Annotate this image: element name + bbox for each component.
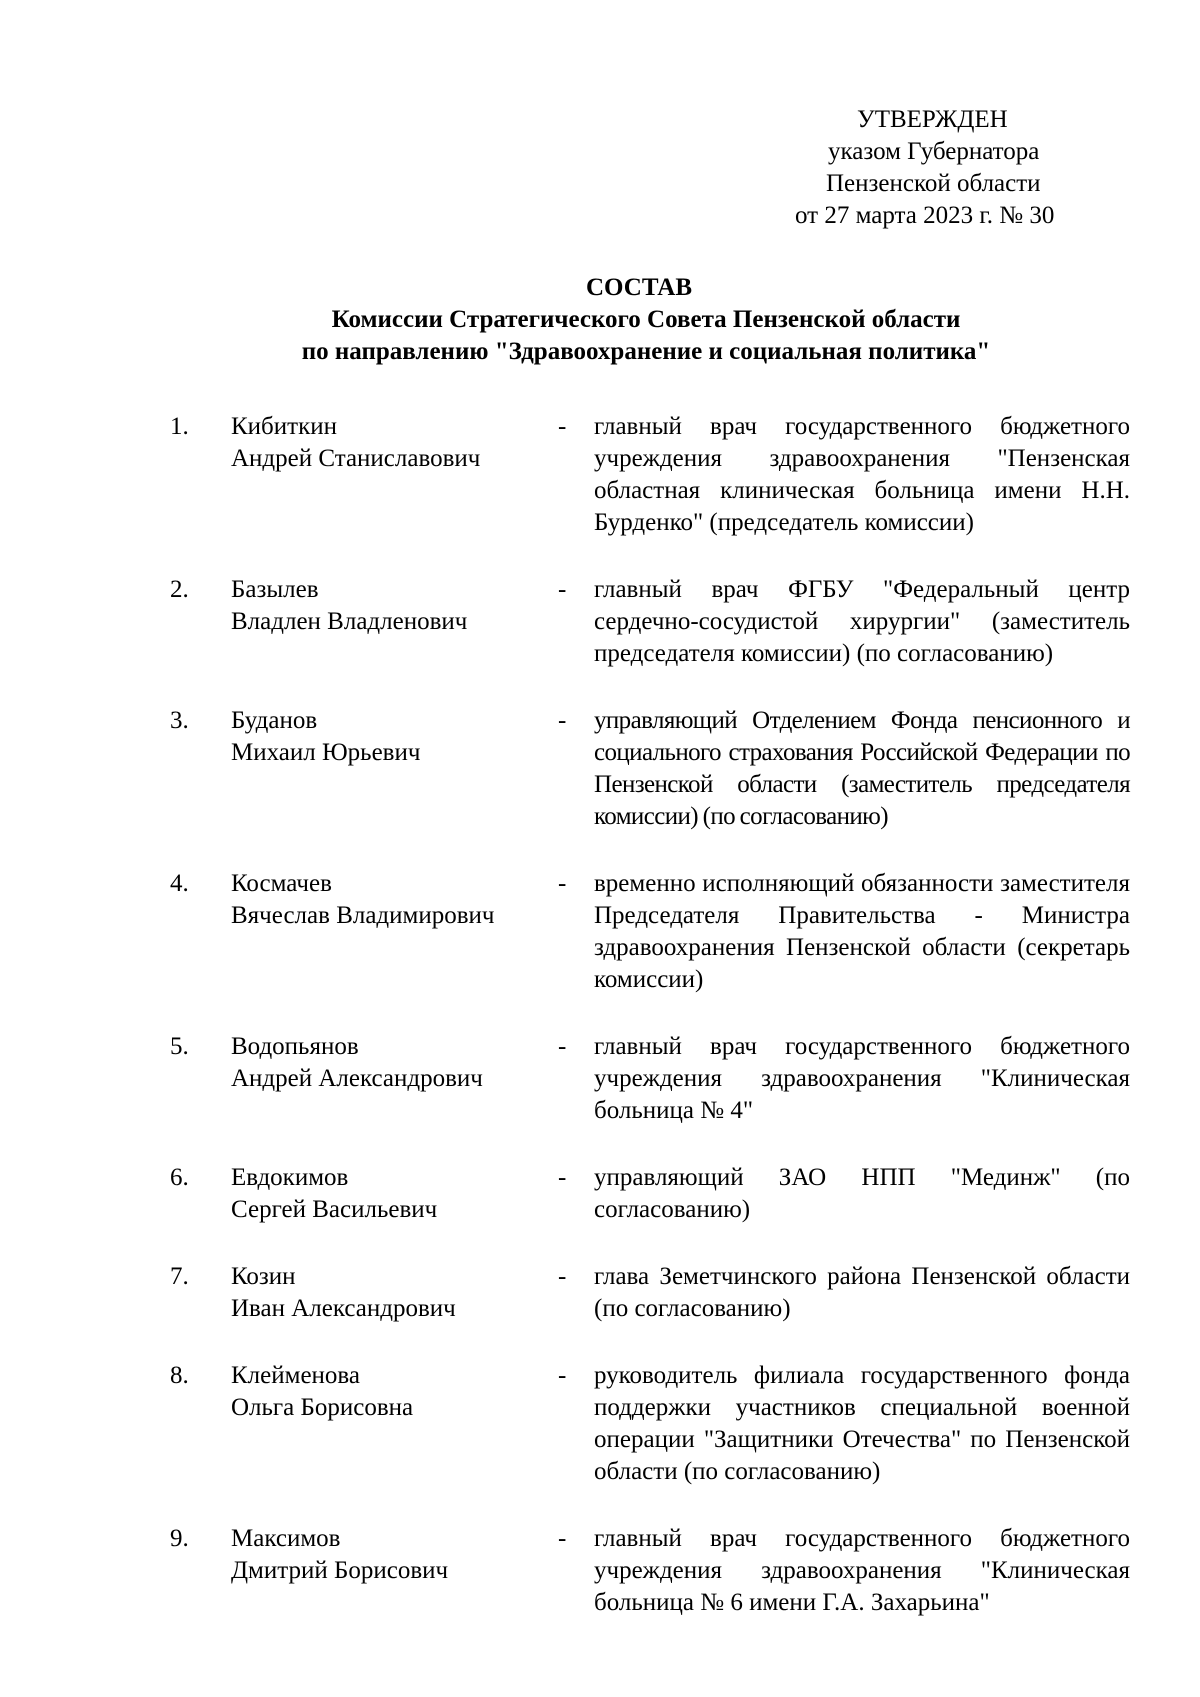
member-given-names: Дмитрий Борисович: [231, 1557, 449, 1584]
title-line-1: Комиссии Стратегического Совета Пензенской области: [331, 306, 961, 333]
member-position: управляющий ЗАО НПП "Мединж" (по согласованию): [594, 1164, 1130, 1223]
member-name: [231, 411, 551, 475]
member-item: [170, 1162, 1130, 1226]
member-item: [170, 1031, 1130, 1127]
approval-authority: указом Губернатора: [828, 138, 1040, 165]
members-list: [170, 411, 1130, 1619]
member-item: [170, 411, 1130, 539]
member-position: временно исполняющий обязанности заместителя Председателя Правительства - Министра здравоохранения Пензенской области (секретарь комиссии): [594, 870, 1130, 993]
member-position: главный врач государственного бюджетного учреждения здравоохранения "Клиническая больница № 6 имени Г.А. Захарьина": [594, 1525, 1130, 1616]
member-position: главный врач ФГБУ "Федеральный центр сердечно-сосудистой хирургии" (заместитель председателя комиссии) (по согласованию): [594, 576, 1130, 667]
member-surname: Максимов: [231, 1525, 341, 1552]
member-item: [170, 868, 1130, 996]
approval-title: УТВЕРЖДЕН: [857, 106, 1008, 133]
member-dash: -: [558, 1525, 567, 1552]
member-number: 2.: [170, 576, 189, 603]
member-number: 1.: [170, 413, 189, 440]
member-position: руководитель филиала государственного фонда поддержки участников специальной военной операции "Защитники Отечества" по Пензенской области (по согласованию): [594, 1362, 1130, 1485]
approval-stamp: [795, 104, 1095, 232]
member-name: [231, 1031, 551, 1095]
member-name: [231, 574, 551, 638]
member-number: 5.: [170, 1033, 189, 1060]
member-number: 4.: [170, 870, 189, 897]
member-surname: Базылев: [231, 576, 319, 603]
member-given-names: Сергей Васильевич: [231, 1196, 438, 1223]
member-surname: Космачев: [231, 870, 332, 897]
member-surname: Кибиткин: [231, 413, 337, 440]
member-item: [170, 705, 1130, 833]
member-number: 6.: [170, 1164, 189, 1191]
member-position: глава Земетчинского района Пензенской области (по согласованию): [594, 1263, 1130, 1322]
member-given-names: Андрей Станиславович: [231, 445, 481, 472]
member-number: 3.: [170, 707, 189, 734]
member-given-names: Андрей Александрович: [231, 1065, 483, 1092]
member-given-names: Иван Александрович: [231, 1295, 456, 1322]
title-heading: СОСТАВ: [585, 274, 693, 301]
member-name: [231, 705, 551, 769]
member-name: [231, 1261, 551, 1325]
approval-region: Пензенской области: [826, 170, 1041, 197]
member-position: главный врач государственного бюджетного учреждения здравоохранения "Пензенская областная клиническая больница имени Н.Н. Бурденко" (председатель комиссии): [594, 413, 1130, 536]
member-surname: Евдокимов: [231, 1164, 349, 1191]
member-dash: -: [558, 1362, 567, 1389]
member-name: [231, 1162, 551, 1226]
member-position: управляющий Отделением Фонда пенсионного и социального страхования Российской Федерации по Пензенской области (заместитель председателя комиссии) (по согласованию): [594, 707, 1130, 830]
member-dash: -: [558, 413, 567, 440]
approval-date-number: от 27 марта 2023 г. № 30: [795, 202, 1055, 229]
member-name: [231, 1360, 551, 1424]
member-item: [170, 1360, 1130, 1488]
member-given-names: Владлен Владленович: [231, 608, 468, 635]
document-title: [0, 272, 1200, 368]
member-item: [170, 574, 1130, 670]
title-line-2: по направлению "Здравоохранение и социальная политика": [301, 338, 991, 365]
member-given-names: Михаил Юрьевич: [231, 739, 421, 766]
member-dash: -: [558, 707, 567, 734]
member-dash: -: [558, 576, 567, 603]
member-dash: -: [558, 1033, 567, 1060]
member-number: 8.: [170, 1362, 189, 1389]
member-item: [170, 1261, 1130, 1325]
member-number: 9.: [170, 1525, 189, 1552]
member-given-names: Ольга Борисовна: [231, 1394, 414, 1421]
member-surname: Козин: [231, 1263, 296, 1290]
member-given-names: Вячеслав Владимирович: [231, 902, 495, 929]
member-name: [231, 1523, 551, 1587]
member-number: 7.: [170, 1263, 189, 1290]
member-surname: Водопьянов: [231, 1033, 359, 1060]
member-dash: -: [558, 1263, 567, 1290]
member-dash: -: [558, 1164, 567, 1191]
member-surname: Буданов: [231, 707, 318, 734]
member-dash: -: [558, 870, 567, 897]
member-name: [231, 868, 551, 932]
member-position: главный врач государственного бюджетного учреждения здравоохранения "Клиническая больница № 4": [594, 1033, 1130, 1124]
member-item: [170, 1523, 1130, 1619]
member-surname: Клейменова: [231, 1362, 360, 1389]
